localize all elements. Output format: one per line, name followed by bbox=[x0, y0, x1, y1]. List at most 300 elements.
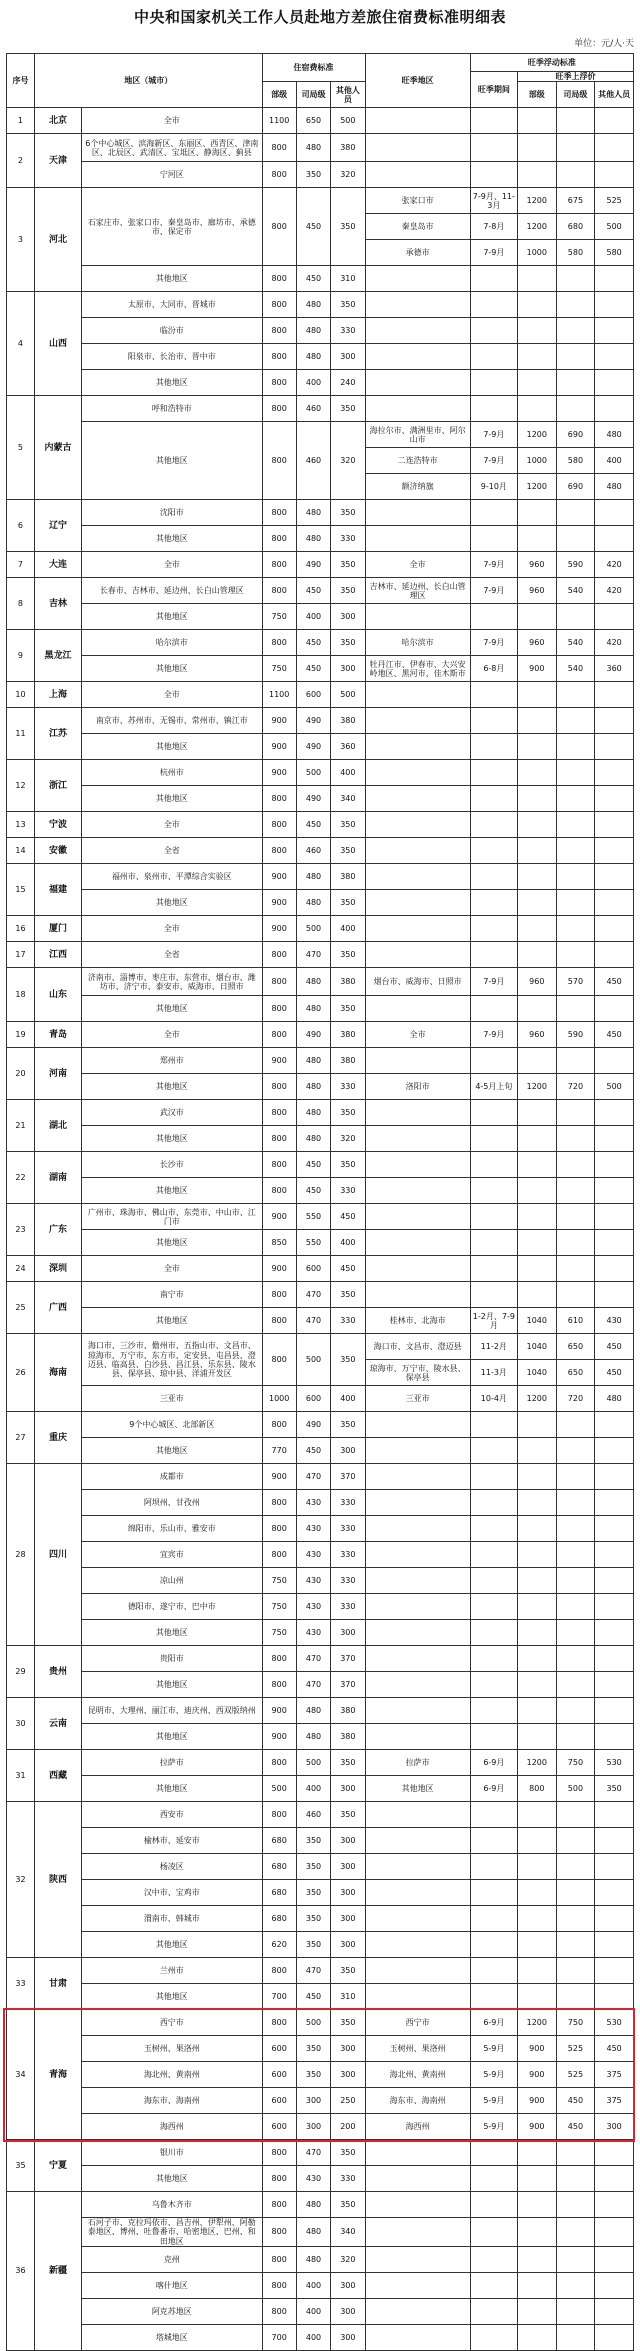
peak-bureau-rate: 500 bbox=[556, 1776, 595, 1802]
empty-peak-cell bbox=[365, 2192, 470, 2218]
peak-bureau-rate: 610 bbox=[556, 1308, 595, 1334]
peak-period-cell: 5-9月 bbox=[470, 2114, 517, 2140]
table-row bbox=[7, 1100, 634, 1126]
empty-peak-cell bbox=[556, 1048, 595, 1074]
empty-peak-cell bbox=[517, 318, 556, 344]
other-rate: 300 bbox=[331, 1776, 365, 1802]
other-rate: 350 bbox=[331, 2140, 365, 2166]
empty-peak-cell bbox=[517, 1282, 556, 1308]
seq-cell: 8 bbox=[7, 578, 35, 630]
empty-peak-cell bbox=[556, 1490, 595, 1516]
header-region: 地区（城市） bbox=[34, 54, 262, 108]
ministry-rate: 800 bbox=[262, 2218, 296, 2247]
ministry-rate: 700 bbox=[262, 2324, 296, 2350]
empty-peak-cell bbox=[517, 2192, 556, 2218]
ministry-rate: 1100 bbox=[262, 682, 296, 708]
peak-period-cell: 7-9月 bbox=[470, 448, 517, 474]
other-rate: 350 bbox=[331, 396, 365, 422]
province-cell: 湖北 bbox=[34, 1100, 81, 1152]
table-row bbox=[7, 162, 634, 188]
other-rate: 300 bbox=[331, 1880, 365, 1906]
empty-peak-cell bbox=[517, 1256, 556, 1282]
table-row bbox=[7, 1386, 634, 1412]
empty-peak-cell bbox=[470, 942, 517, 968]
empty-peak-cell bbox=[517, 1672, 556, 1698]
ministry-rate: 800 bbox=[262, 1490, 296, 1516]
area-cell: 榆林市、延安市 bbox=[82, 1828, 262, 1854]
table-row bbox=[7, 1984, 634, 2010]
empty-peak-cell bbox=[470, 1204, 517, 1230]
ministry-rate: 800 bbox=[262, 1126, 296, 1152]
province-cell: 江西 bbox=[34, 942, 81, 968]
ministry-rate: 800 bbox=[262, 812, 296, 838]
seq-cell: 28 bbox=[7, 1464, 35, 1646]
table-row bbox=[7, 1802, 634, 1828]
empty-peak-cell bbox=[365, 812, 470, 838]
ministry-rate: 800 bbox=[262, 2298, 296, 2324]
other-rate: 350 bbox=[331, 1100, 365, 1126]
peak-period-cell: 5-9月 bbox=[470, 2088, 517, 2114]
empty-peak-cell bbox=[595, 1932, 634, 1958]
empty-peak-cell bbox=[365, 2166, 470, 2192]
area-cell: 三亚市 bbox=[82, 1386, 262, 1412]
empty-peak-cell bbox=[556, 2272, 595, 2298]
table-row bbox=[7, 1230, 634, 1256]
empty-peak-cell bbox=[595, 1672, 634, 1698]
empty-peak-cell bbox=[470, 1802, 517, 1828]
empty-peak-cell bbox=[470, 266, 517, 292]
area-cell: 6个中心城区、滨海新区、东丽区、西青区、津南区、北辰区、武清区、宝坻区、静海区、蓟县 bbox=[82, 134, 262, 162]
province-cell: 云南 bbox=[34, 1698, 81, 1750]
table-row bbox=[7, 708, 634, 734]
other-rate: 300 bbox=[331, 1932, 365, 1958]
table-row bbox=[7, 1698, 634, 1724]
empty-peak-cell bbox=[470, 838, 517, 864]
other-rate: 370 bbox=[331, 1646, 365, 1672]
ministry-rate: 770 bbox=[262, 1438, 296, 1464]
ministry-rate: 850 bbox=[262, 1230, 296, 1256]
peak-other-rate: 400 bbox=[595, 448, 634, 474]
bureau-rate: 450 bbox=[296, 656, 330, 682]
empty-peak-cell bbox=[470, 1126, 517, 1152]
area-cell: 济南市、淄博市、枣庄市、东营市、烟台市、潍坊市、济宁市、泰安市、威海市、日照市 bbox=[82, 968, 262, 996]
peak-bureau-rate: 590 bbox=[556, 552, 595, 578]
bureau-rate: 650 bbox=[296, 108, 330, 134]
bureau-rate: 600 bbox=[296, 1256, 330, 1282]
empty-peak-cell bbox=[517, 760, 556, 786]
table-row bbox=[7, 2166, 634, 2192]
peak-other-rate: 480 bbox=[595, 1386, 634, 1412]
empty-peak-cell bbox=[595, 2272, 634, 2298]
peak-other-rate: 480 bbox=[595, 474, 634, 500]
other-rate: 380 bbox=[331, 1022, 365, 1048]
empty-peak-cell bbox=[365, 2324, 470, 2350]
peak-region-cell: 承德市 bbox=[365, 240, 470, 266]
province-cell: 河南 bbox=[34, 1048, 81, 1100]
peak-bureau-rate: 450 bbox=[556, 2114, 595, 2140]
seq-cell: 31 bbox=[7, 1750, 35, 1802]
empty-peak-cell bbox=[365, 1672, 470, 1698]
area-cell: 其他地区 bbox=[82, 1230, 262, 1256]
ministry-rate: 600 bbox=[262, 2088, 296, 2114]
area-cell: 全省 bbox=[82, 942, 262, 968]
peak-bureau-rate: 590 bbox=[556, 1022, 595, 1048]
table-row bbox=[7, 2088, 634, 2114]
other-rate: 350 bbox=[331, 812, 365, 838]
peak-ministry-rate: 900 bbox=[517, 2036, 556, 2062]
table-row bbox=[7, 1490, 634, 1516]
empty-peak-cell bbox=[517, 2218, 556, 2247]
empty-peak-cell bbox=[556, 1880, 595, 1906]
other-rate: 320 bbox=[331, 1126, 365, 1152]
seq-cell: 7 bbox=[7, 552, 35, 578]
other-rate: 250 bbox=[331, 2088, 365, 2114]
seq-cell: 34 bbox=[7, 2010, 35, 2140]
peak-region-cell: 海西州 bbox=[365, 2114, 470, 2140]
empty-peak-cell bbox=[595, 1646, 634, 1672]
ministry-rate: 800 bbox=[262, 162, 296, 188]
province-cell: 海南 bbox=[34, 1334, 81, 1412]
bureau-rate: 500 bbox=[296, 760, 330, 786]
other-rate: 350 bbox=[331, 996, 365, 1022]
empty-peak-cell bbox=[595, 1802, 634, 1828]
other-rate: 350 bbox=[331, 292, 365, 318]
empty-peak-cell bbox=[517, 1490, 556, 1516]
area-cell: 太原市、大同市、晋城市 bbox=[82, 292, 262, 318]
empty-peak-cell bbox=[595, 1828, 634, 1854]
peak-region-cell: 琼海市、万宁市、陵水县、保亭县 bbox=[365, 1360, 470, 1386]
ministry-rate: 800 bbox=[262, 526, 296, 552]
seq-cell: 13 bbox=[7, 812, 35, 838]
other-rate: 350 bbox=[331, 500, 365, 526]
bureau-rate: 450 bbox=[296, 266, 330, 292]
peak-region-cell: 海东市、海南州 bbox=[365, 2088, 470, 2114]
table-row bbox=[7, 1776, 634, 1802]
table-row bbox=[7, 1646, 634, 1672]
empty-peak-cell bbox=[595, 890, 634, 916]
ministry-rate: 800 bbox=[262, 2192, 296, 2218]
peak-other-rate: 500 bbox=[595, 214, 634, 240]
empty-peak-cell bbox=[556, 1932, 595, 1958]
area-cell: 其他地区 bbox=[82, 422, 262, 500]
ministry-rate: 800 bbox=[262, 1152, 296, 1178]
other-rate: 350 bbox=[331, 2010, 365, 2036]
empty-peak-cell bbox=[365, 134, 470, 162]
peak-bureau-rate: 580 bbox=[556, 448, 595, 474]
area-cell: 塔城地区 bbox=[82, 2324, 262, 2350]
other-rate: 340 bbox=[331, 786, 365, 812]
empty-peak-cell bbox=[556, 108, 595, 134]
table-row bbox=[7, 1828, 634, 1854]
bureau-rate: 400 bbox=[296, 2298, 330, 2324]
table-row bbox=[7, 526, 634, 552]
empty-peak-cell bbox=[517, 812, 556, 838]
empty-peak-cell bbox=[365, 604, 470, 630]
seq-cell: 29 bbox=[7, 1646, 35, 1698]
empty-peak-cell bbox=[470, 1984, 517, 2010]
empty-peak-cell bbox=[517, 1412, 556, 1438]
ministry-rate: 800 bbox=[262, 2272, 296, 2298]
empty-peak-cell bbox=[517, 266, 556, 292]
ministry-rate: 900 bbox=[262, 916, 296, 942]
empty-peak-cell bbox=[517, 916, 556, 942]
area-cell: 乌鲁木齐市 bbox=[82, 2192, 262, 2218]
empty-peak-cell bbox=[595, 916, 634, 942]
peak-period-cell: 10-4月 bbox=[470, 1386, 517, 1412]
area-cell: 喀什地区 bbox=[82, 2272, 262, 2298]
table-row bbox=[7, 1048, 634, 1074]
empty-peak-cell bbox=[556, 1646, 595, 1672]
empty-peak-cell bbox=[595, 500, 634, 526]
peak-other-rate: 450 bbox=[595, 1334, 634, 1360]
area-cell: 其他地区 bbox=[82, 266, 262, 292]
bureau-rate: 550 bbox=[296, 1230, 330, 1256]
peak-other-rate: 420 bbox=[595, 630, 634, 656]
empty-peak-cell bbox=[556, 916, 595, 942]
area-cell: 其他地区 bbox=[82, 604, 262, 630]
table-row bbox=[7, 604, 634, 630]
empty-peak-cell bbox=[470, 1464, 517, 1490]
empty-peak-cell bbox=[470, 1646, 517, 1672]
ministry-rate: 680 bbox=[262, 1854, 296, 1880]
other-rate: 300 bbox=[331, 604, 365, 630]
table-row bbox=[7, 812, 634, 838]
area-cell: 凉山州 bbox=[82, 1568, 262, 1594]
peak-region-cell: 海口市、文昌市、澄迈县 bbox=[365, 1334, 470, 1360]
ministry-rate: 800 bbox=[262, 1412, 296, 1438]
table-row bbox=[7, 578, 634, 604]
ministry-rate: 750 bbox=[262, 1594, 296, 1620]
empty-peak-cell bbox=[556, 526, 595, 552]
empty-peak-cell bbox=[470, 1594, 517, 1620]
table-row bbox=[7, 396, 634, 422]
ministry-rate: 800 bbox=[262, 422, 296, 500]
peak-bureau-rate: 650 bbox=[556, 1334, 595, 1360]
empty-peak-cell bbox=[470, 370, 517, 396]
ministry-rate: 1100 bbox=[262, 108, 296, 134]
peak-bureau-rate: 450 bbox=[556, 2088, 595, 2114]
empty-peak-cell bbox=[365, 838, 470, 864]
table-row bbox=[7, 2010, 634, 2036]
ministry-rate: 900 bbox=[262, 1048, 296, 1074]
area-cell: 武汉市 bbox=[82, 1100, 262, 1126]
empty-peak-cell bbox=[595, 1620, 634, 1646]
other-rate: 350 bbox=[331, 1750, 365, 1776]
peak-other-rate: 580 bbox=[595, 240, 634, 266]
empty-peak-cell bbox=[556, 1178, 595, 1204]
empty-peak-cell bbox=[365, 734, 470, 760]
empty-peak-cell bbox=[365, 1256, 470, 1282]
empty-peak-cell bbox=[365, 370, 470, 396]
peak-region-cell: 烟台市、威海市、日照市 bbox=[365, 968, 470, 996]
ministry-rate: 750 bbox=[262, 1568, 296, 1594]
table-row bbox=[7, 2062, 634, 2088]
area-cell: 海西州 bbox=[82, 2114, 262, 2140]
province-cell: 北京 bbox=[34, 108, 81, 134]
bureau-rate: 350 bbox=[296, 1906, 330, 1932]
empty-peak-cell bbox=[365, 1880, 470, 1906]
empty-peak-cell bbox=[365, 292, 470, 318]
empty-peak-cell bbox=[365, 916, 470, 942]
empty-peak-cell bbox=[517, 1880, 556, 1906]
peak-bureau-rate: 690 bbox=[556, 474, 595, 500]
empty-peak-cell bbox=[556, 1152, 595, 1178]
empty-peak-cell bbox=[556, 838, 595, 864]
empty-peak-cell bbox=[470, 2324, 517, 2350]
empty-peak-cell bbox=[556, 1464, 595, 1490]
empty-peak-cell bbox=[517, 2298, 556, 2324]
bureau-rate: 490 bbox=[296, 708, 330, 734]
other-rate: 450 bbox=[331, 1204, 365, 1230]
empty-peak-cell bbox=[556, 500, 595, 526]
table-row bbox=[7, 682, 634, 708]
table-row bbox=[7, 1516, 634, 1542]
empty-peak-cell bbox=[517, 1958, 556, 1984]
ministry-rate: 900 bbox=[262, 890, 296, 916]
area-cell: 沈阳市 bbox=[82, 500, 262, 526]
table-row bbox=[7, 2218, 634, 2247]
empty-peak-cell bbox=[470, 760, 517, 786]
province-cell: 甘肃 bbox=[34, 1958, 81, 2010]
empty-peak-cell bbox=[470, 318, 517, 344]
seq-cell: 4 bbox=[7, 292, 35, 396]
empty-peak-cell bbox=[365, 942, 470, 968]
empty-peak-cell bbox=[470, 1412, 517, 1438]
ministry-rate: 800 bbox=[262, 1646, 296, 1672]
province-cell: 浙江 bbox=[34, 760, 81, 812]
bureau-rate: 400 bbox=[296, 2324, 330, 2350]
peak-other-rate: 525 bbox=[595, 188, 634, 214]
bureau-rate: 470 bbox=[296, 1958, 330, 1984]
empty-peak-cell bbox=[470, 526, 517, 552]
empty-peak-cell bbox=[595, 1100, 634, 1126]
ministry-rate: 800 bbox=[262, 1074, 296, 1100]
area-cell: 全市 bbox=[82, 552, 262, 578]
bureau-rate: 490 bbox=[296, 734, 330, 760]
bureau-rate: 350 bbox=[296, 162, 330, 188]
bureau-rate: 470 bbox=[296, 942, 330, 968]
area-cell: 绵阳市、乐山市、雅安市 bbox=[82, 1516, 262, 1542]
empty-peak-cell bbox=[595, 162, 634, 188]
ministry-rate: 800 bbox=[262, 2010, 296, 2036]
area-cell: 海东市、海南州 bbox=[82, 2088, 262, 2114]
other-rate: 350 bbox=[331, 838, 365, 864]
other-rate: 350 bbox=[331, 630, 365, 656]
empty-peak-cell bbox=[517, 1724, 556, 1750]
area-cell: 西宁市 bbox=[82, 2010, 262, 2036]
empty-peak-cell bbox=[556, 1724, 595, 1750]
empty-peak-cell bbox=[556, 1412, 595, 1438]
seq-cell: 11 bbox=[7, 708, 35, 760]
table-row bbox=[7, 2140, 634, 2166]
area-cell: 阳泉市、长治市、晋中市 bbox=[82, 344, 262, 370]
ministry-rate: 800 bbox=[262, 2166, 296, 2192]
bureau-rate: 460 bbox=[296, 396, 330, 422]
empty-peak-cell bbox=[517, 344, 556, 370]
area-cell: 其他地区 bbox=[82, 786, 262, 812]
empty-peak-cell bbox=[470, 996, 517, 1022]
empty-peak-cell bbox=[470, 2272, 517, 2298]
header-other: 其他人员 bbox=[331, 82, 365, 108]
peak-other-rate: 430 bbox=[595, 1308, 634, 1334]
peak-region-cell: 全市 bbox=[365, 552, 470, 578]
peak-period-cell: 7-8月 bbox=[470, 214, 517, 240]
bureau-rate: 480 bbox=[296, 864, 330, 890]
empty-peak-cell bbox=[556, 786, 595, 812]
empty-peak-cell bbox=[595, 1516, 634, 1542]
ministry-rate: 680 bbox=[262, 1828, 296, 1854]
empty-peak-cell bbox=[595, 786, 634, 812]
bureau-rate: 480 bbox=[296, 996, 330, 1022]
peak-period-cell: 6-9月 bbox=[470, 2010, 517, 2036]
peak-ministry-rate: 1000 bbox=[517, 240, 556, 266]
seq-cell: 12 bbox=[7, 760, 35, 812]
area-cell: 其他地区 bbox=[82, 734, 262, 760]
bureau-rate: 480 bbox=[296, 1724, 330, 1750]
bureau-rate: 480 bbox=[296, 1100, 330, 1126]
empty-peak-cell bbox=[595, 760, 634, 786]
peak-ministry-rate: 900 bbox=[517, 656, 556, 682]
bureau-rate: 480 bbox=[296, 968, 330, 996]
province-cell: 贵州 bbox=[34, 1646, 81, 1698]
area-cell: 呼和浩特市 bbox=[82, 396, 262, 422]
empty-peak-cell bbox=[595, 2140, 634, 2166]
empty-peak-cell bbox=[595, 812, 634, 838]
area-cell: 玉树州、果洛州 bbox=[82, 2036, 262, 2062]
empty-peak-cell bbox=[556, 1984, 595, 2010]
peak-ministry-rate: 1000 bbox=[517, 448, 556, 474]
other-rate: 330 bbox=[331, 1308, 365, 1334]
area-cell: 全市 bbox=[82, 812, 262, 838]
area-cell: 其他地区 bbox=[82, 1620, 262, 1646]
seq-cell: 14 bbox=[7, 838, 35, 864]
other-rate: 350 bbox=[331, 1152, 365, 1178]
other-rate: 340 bbox=[331, 2218, 365, 2247]
other-rate: 330 bbox=[331, 1568, 365, 1594]
peak-other-rate: 375 bbox=[595, 2062, 634, 2088]
empty-peak-cell bbox=[517, 890, 556, 916]
other-rate: 350 bbox=[331, 188, 365, 266]
header-peak-region: 旺季地区 bbox=[365, 54, 470, 108]
bureau-rate: 450 bbox=[296, 1438, 330, 1464]
bureau-rate: 480 bbox=[296, 1048, 330, 1074]
empty-peak-cell bbox=[365, 1932, 470, 1958]
empty-peak-cell bbox=[365, 2218, 470, 2247]
table-row bbox=[7, 916, 634, 942]
empty-peak-cell bbox=[365, 500, 470, 526]
empty-peak-cell bbox=[556, 2192, 595, 2218]
empty-peak-cell bbox=[365, 2140, 470, 2166]
ministry-rate: 600 bbox=[262, 2114, 296, 2140]
bureau-rate: 480 bbox=[296, 500, 330, 526]
ministry-rate: 750 bbox=[262, 656, 296, 682]
peak-ministry-rate: 960 bbox=[517, 1022, 556, 1048]
empty-peak-cell bbox=[595, 1880, 634, 1906]
ministry-rate: 800 bbox=[262, 500, 296, 526]
other-rate: 360 bbox=[331, 734, 365, 760]
peak-bureau-rate: 540 bbox=[556, 578, 595, 604]
ministry-rate: 800 bbox=[262, 2246, 296, 2272]
empty-peak-cell bbox=[470, 682, 517, 708]
seq-cell: 6 bbox=[7, 500, 35, 552]
peak-ministry-rate: 1200 bbox=[517, 474, 556, 500]
empty-peak-cell bbox=[365, 1620, 470, 1646]
province-cell: 辽宁 bbox=[34, 500, 81, 552]
province-cell: 四川 bbox=[34, 1464, 81, 1646]
empty-peak-cell bbox=[365, 318, 470, 344]
table-row bbox=[7, 1542, 634, 1568]
empty-peak-cell bbox=[517, 500, 556, 526]
